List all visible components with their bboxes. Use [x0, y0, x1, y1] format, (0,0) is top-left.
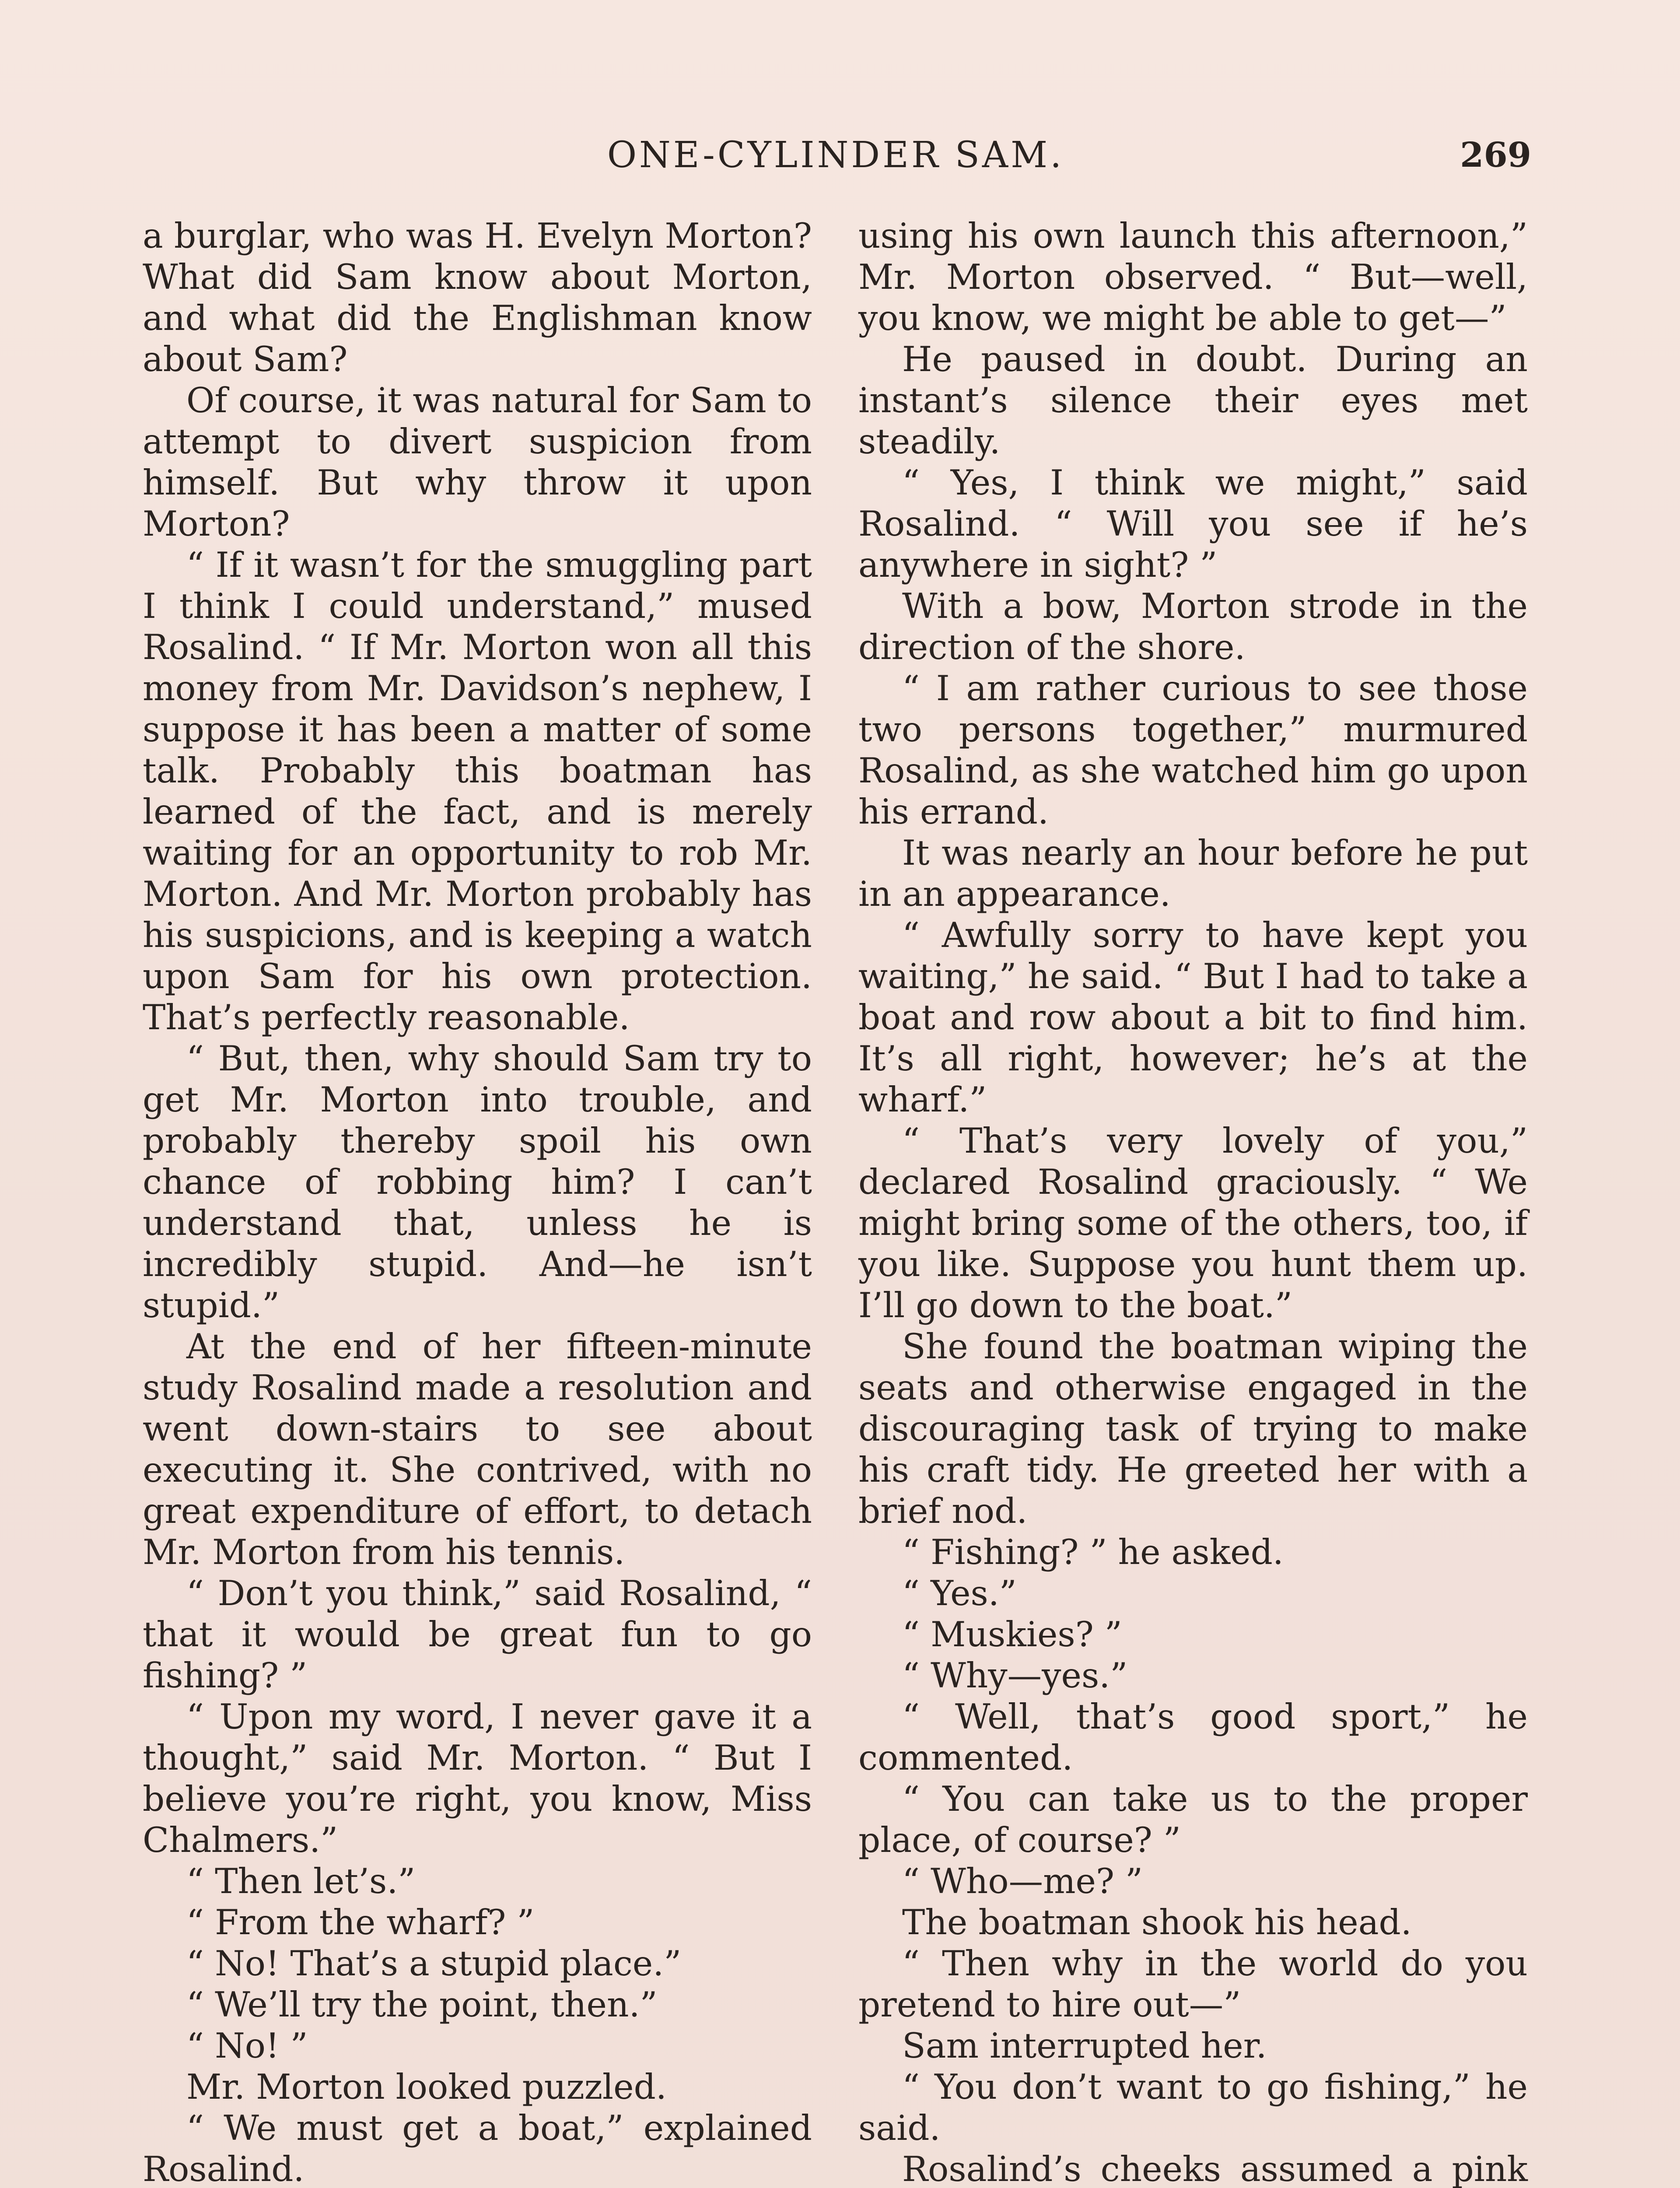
page-number: 269 [1460, 135, 1531, 175]
paragraph: “ That’s very lovely of you,” declared Rosalind graciously. “ We might bring some of the others, too, if you like. Suppose you hunt them up. I’ll go down to the boat.” [858, 1121, 1528, 1325]
paragraph: “ Well, that’s good sport,” he commented. [858, 1697, 1528, 1778]
paragraph: She found the boatman wiping the seats and otherwise engaged in the discouraging task of trying to make his craft tidy. He greeted her with a brief nod. [858, 1326, 1528, 1531]
paragraph: a burglar, who was H. Evelyn Morton? What did Sam know about Morton, and what did the Englishman know about Sam? [143, 216, 812, 379]
paragraph: “ Then let’s.” [186, 1861, 416, 1901]
running-title: ONE-CYLINDER SAM. [607, 134, 1064, 176]
paragraph: “ Why—yes.” [902, 1655, 1128, 1696]
paragraph: “ Then why in the world do you pretend to hire out—” [858, 1943, 1528, 2025]
paragraph: Rosalind’s cheeks assumed a pink [902, 2149, 1528, 2188]
paragraph: “ But, then, why should Sam try to get Mr. Morton into trouble, and probably thereby spoil his own chance of robbing him? I can’t understand that, unless he is incredibly stupid. And—he isn’t stupid.” [143, 1038, 812, 1325]
paragraph: “ No! That’s a stupid place.” [186, 1943, 682, 1984]
paragraph: Of course, it was natural for Sam to attempt to divert suspicion from himself. But why throw it upon Morton? [143, 380, 812, 544]
paragraph: He paused in doubt. During an instant’s silence their eyes met steadily. [858, 339, 1528, 462]
paragraph: Sam interrupted her. [902, 2026, 1267, 2066]
paragraph: “ Yes.” [902, 1573, 1017, 1613]
paragraph: using his own launch this afternoon,” Mr. Morton observed. “ But—well, you know, we might be able to get—” [858, 216, 1528, 338]
paragraph: With a bow, Morton strode in the direction of the shore. [858, 586, 1528, 667]
paragraph: “ You can take us to the proper place, of course? ” [858, 1779, 1528, 1860]
paragraph: “ Awfully sorry to have kept you waiting,” he said. “ But I had to take a boat and row about a bit to find him. It’s all right, however; he’s at the wharf.” [858, 915, 1528, 1120]
paragraph: “ Yes, I think we might,” said Rosalind. “ Will you see if he’s anywhere in sight? ” [858, 463, 1528, 585]
page-header [140, 131, 1531, 179]
paragraph: “ If it wasn’t for the smuggling part I think I could understand,” mused Rosalind. “ If Mr. Morton won all this money from Mr. Davidson’s nephew, I suppose it has been a matter of some talk. Probably this boatman has learned of the fact, and is merely waiting for an opportunity to rob Mr. Morton. And Mr. Morton probably has his suspicions, and is keeping a watch upon Sam for his own protection. That’s perfectly reasonable. [143, 545, 812, 1038]
paragraph: “ You don’t want to go fishing,” he said. [858, 2067, 1528, 2148]
paragraph: “ From the wharf? ” [186, 1902, 535, 1943]
right-column [858, 215, 1528, 2188]
paragraph: “ Muskies? ” [902, 1614, 1122, 1655]
paragraph: “ I am rather curious to see those two persons together,” murmured Rosalind, as she watched him go upon his errand. [858, 668, 1528, 832]
paragraph: The boatman shook his head. [902, 1902, 1412, 1943]
paragraph: “ We’ll try the point, then.” [186, 1985, 658, 2025]
left-column [143, 215, 812, 2188]
paragraph: “ Upon my word, I never gave it a thought,” said Mr. Morton. “ But I believe you’re right, you know, Miss Chalmers.” [143, 1697, 812, 1860]
paragraph: “ Fishing? ” he asked. [902, 1532, 1284, 1572]
paragraph: It was nearly an hour before he put in an appearance. [858, 833, 1528, 914]
paragraph: “ No! ” [186, 2026, 308, 2066]
paragraph: “ Don’t you think,” said Rosalind, “ that it would be great fun to go fishing? ” [143, 1573, 812, 1696]
paragraph: At the end of her fifteen-minute study Rosalind made a resolution and went down-stairs to see about executing it. She contrived, with no great expenditure of effort, to detach Mr. Morton from his tennis. [143, 1326, 812, 1572]
paragraph: “ We must get a boat,” explained Rosalind. [143, 2108, 812, 2188]
paragraph: “ Who—me? ” [902, 1861, 1143, 1901]
paragraph: Mr. Morton looked puzzled. [186, 2067, 667, 2107]
